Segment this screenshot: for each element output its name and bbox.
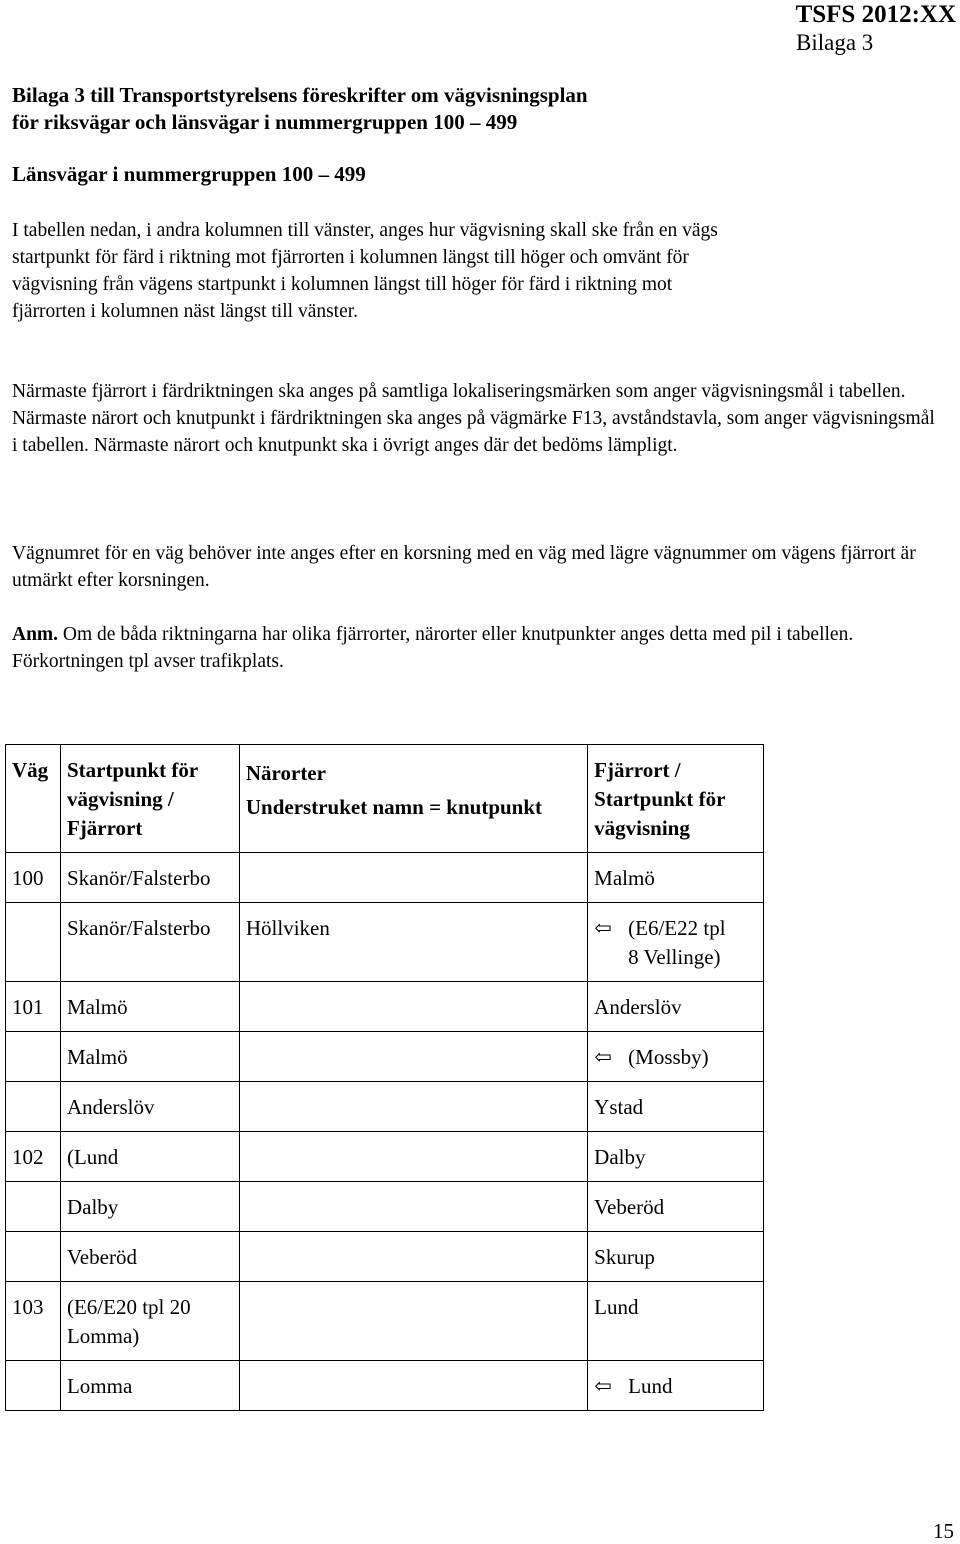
table-row xyxy=(6,853,764,903)
cell-startpunkt: Skanör/Falsterbo xyxy=(60,853,239,903)
cell-narorter xyxy=(239,1282,587,1361)
cell-vag xyxy=(6,903,61,982)
cell-fjarrort: Veberöd xyxy=(588,1182,764,1232)
cell-text: (E6/E20 tpl 20 xyxy=(66,1295,191,1319)
cell-vag: 100 xyxy=(6,853,61,903)
cell-narorter: Höllviken xyxy=(239,903,587,982)
table-row xyxy=(6,1282,764,1361)
left-arrow-icon: ⇦ xyxy=(594,1045,612,1069)
header-line: Startpunkt för xyxy=(594,787,726,811)
cell-startpunkt: Veberöd xyxy=(60,1232,239,1282)
table-row xyxy=(6,1132,764,1182)
document-code: TSFS 2012:XX xyxy=(795,1,956,28)
table-row xyxy=(6,982,764,1032)
cell-vag: 102 xyxy=(6,1132,61,1182)
title-line: Bilaga 3 till Transportstyrelsens föreskrifter om vägvisningsplan xyxy=(12,83,588,107)
cell-text: (Mossby) xyxy=(628,1045,709,1069)
table-row xyxy=(6,1361,764,1411)
cell-fjarrort xyxy=(588,1032,764,1082)
document-title xyxy=(12,82,892,136)
table-row xyxy=(6,1032,764,1082)
cell-narorter xyxy=(239,1232,587,1282)
header-startpunkt xyxy=(60,745,239,853)
cell-startpunkt: Dalby xyxy=(60,1182,239,1232)
cell-fjarrort: Skurup xyxy=(588,1232,764,1282)
cell-vag xyxy=(6,1082,61,1132)
cell-text: Lomma) xyxy=(66,1324,140,1348)
header-line: Fjärrort xyxy=(66,816,143,840)
cell-text: 8 Vellinge) xyxy=(628,945,721,969)
note-text: Om de båda riktningarna har olika fjärrorter, närorter eller knutpunkter anges detta med pil i tabellen. Förkortningen tpl avser trafikplats. xyxy=(12,624,854,672)
cell-fjarrort: Ystad xyxy=(588,1082,764,1132)
cell-startpunkt: (Lund xyxy=(60,1132,239,1182)
cell-narorter xyxy=(239,853,587,903)
header-fjarrort xyxy=(588,745,764,853)
note-label: Anm. xyxy=(12,624,59,645)
cell-vag xyxy=(6,1032,61,1082)
cell-narorter xyxy=(239,1361,587,1411)
cell-fjarrort xyxy=(588,1361,764,1411)
header-line: Närorter xyxy=(245,761,326,785)
header-line: vägvisning / xyxy=(66,787,174,811)
header-line: vägvisning xyxy=(594,816,690,840)
appendix-label: Bilaga 3 xyxy=(796,30,874,55)
cell-startpunkt: Malmö xyxy=(60,982,239,1032)
cell-startpunkt: Skanör/Falsterbo xyxy=(60,903,239,982)
cell-fjarrort: Dalby xyxy=(588,1132,764,1182)
cell-startpunkt: Anderslöv xyxy=(60,1082,239,1132)
cell-narorter xyxy=(239,1082,587,1132)
left-arrow-icon: ⇦ xyxy=(594,1374,612,1398)
cell-text: (E6/E22 tpl xyxy=(628,916,726,940)
cell-narorter xyxy=(239,1182,587,1232)
table-row xyxy=(6,1082,764,1132)
cell-fjarrort: Lund xyxy=(588,1282,764,1361)
cell-fjarrort xyxy=(588,903,764,982)
table-row xyxy=(6,1182,764,1232)
cell-fjarrort: Malmö xyxy=(588,853,764,903)
cell-text: Lund xyxy=(628,1374,673,1398)
page-number: 15 xyxy=(933,1519,954,1543)
section-heading: Länsvägar i nummergruppen 100 – 499 xyxy=(12,162,366,186)
table-row xyxy=(6,903,764,982)
route-table xyxy=(5,744,764,1411)
cell-fjarrort: Anderslöv xyxy=(588,982,764,1032)
title-line: för riksvägar och länsvägar i nummergruppen 100 – 499 xyxy=(12,110,518,134)
left-arrow-icon: ⇦ xyxy=(594,916,612,940)
paragraph-vagnummer: Vägnumret för en väg behöver inte anges efter en korsning med en väg med lägre vägnummer om vägens fjärrort är utmärkt efter korsningen. xyxy=(12,543,916,591)
header-vag: Väg xyxy=(6,745,61,853)
header-line: Understruket namn = knutpunkt xyxy=(245,795,543,819)
cell-vag xyxy=(6,1182,61,1232)
cell-vag: 101 xyxy=(6,982,61,1032)
cell-narorter xyxy=(239,1132,587,1182)
cell-startpunkt xyxy=(60,1282,239,1361)
cell-startpunkt: Malmö xyxy=(60,1032,239,1082)
cell-startpunkt: Lomma xyxy=(60,1361,239,1411)
header-narorter xyxy=(239,745,587,853)
cell-vag xyxy=(6,1361,61,1411)
paragraph-instructions: I tabellen nedan, i andra kolumnen till vänster, anges hur vägvisning skall ske från en vägs startpunkt för färd i riktning mot fjärrorten i kolumnen längst till höger och omvänt för vägvisning från vägens startpunkt i kolumnen längst till höger för färd i riktning mot fjärrorten i kolumnen näst längst till vänster. xyxy=(12,220,718,322)
header-line: Startpunkt för xyxy=(66,758,199,782)
paragraph-fjarrort: Närmaste fjärrort i färdriktningen ska anges på samtliga lokaliseringsmärken som anger vägvisningsmål i tabellen. Närmaste närort och knutpunkt i färdriktningen ska anges på vägmärke F13, avståndstavla, som anger vägvisningsmål i tabellen. Närmaste närort och knutpunkt ska i övrigt anges där det bedöms lämpligt. xyxy=(12,381,935,456)
cell-vag xyxy=(6,1232,61,1282)
cell-narorter xyxy=(239,982,587,1032)
paragraph-note xyxy=(12,621,942,675)
header-line: Fjärrort / xyxy=(594,758,681,782)
table-header-row xyxy=(6,745,764,853)
cell-narorter xyxy=(239,1032,587,1082)
table-row xyxy=(6,1232,764,1282)
cell-vag: 103 xyxy=(6,1282,61,1361)
